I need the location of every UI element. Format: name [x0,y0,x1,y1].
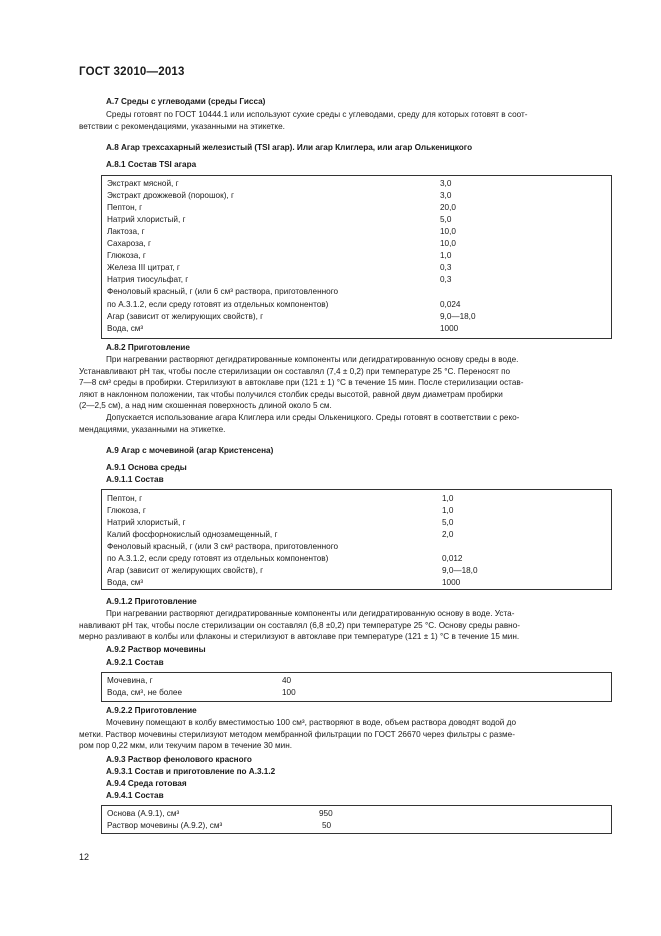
ready-medium-table [101,805,612,834]
ingredient-name: Калий фосфорнокислый однозамещенный, г [107,530,278,539]
section-a922-title: А.9.2.2 Приготовление [106,706,197,715]
ingredient-name: Агар (зависит от желирующих свойств), г [107,312,264,321]
section-a7-text [79,109,612,132]
text-line: 7—8 см³ среды в пробирки. Стерилизуют в автоклаве при (121 ± 1) °С в течение 15 мин. После стерилизации остав- [79,378,524,388]
text-line: Мочевину помещают в колбу вместимостью 100 см³, растворяют в воде, объем раствора доводят водой до [106,718,516,727]
section-a8-title: А.8 Агар трехсахарный железистый (TSI агар). Или агар Клиглера, или агар Олькеницкого [106,143,473,152]
ingredient-value: 950 [319,809,333,818]
ingredient-name: Пептон, г [107,494,143,503]
section-a921-title: А.9.2.1 Состав [106,658,164,667]
urea-solution-table [101,672,612,702]
ingredient-name: Натрия тиосульфат, г [107,275,189,284]
section-a92-title: А.9.2 Раствор мочевины [106,645,206,654]
ingredient-value: 0,012 [442,554,463,563]
ingredient-value: 0,3 [440,275,452,284]
ingredient-name: Глюкоза, г [107,506,146,515]
section-a7-title: А.7 Среды с углеводами (среды Гисса) [106,97,266,106]
ingredient-name: Экстракт дрожжевой (порошок), г [107,191,234,200]
section-a931-title: А.9.3.1 Состав и приготовление по А.3.1.2 [106,767,276,776]
ingredient-name: по А.3.1.2, если среду готовят из отдельных компонентов) [107,300,329,309]
urea-agar-base-table [101,489,612,590]
ingredient-name: Экстракт мясной, г [107,179,179,188]
ingredient-value: 0,3 [440,263,452,272]
ingredient-name: Вода, см³, не более [107,688,183,697]
ingredient-value: 40 [282,676,292,685]
tsi-agar-composition-table [101,175,612,339]
text-line: Допускается использование агара Клиглера или среды Олькеницкого. Среды готовят в соответствии с реко- [106,412,520,422]
text-line: метки. Раствор мочевины стерилизуют методом мембранной фильтрации по ГОСТ 26670 через фильтры с разме- [79,729,515,739]
ingredient-value: 20,0 [440,203,456,212]
text-line: мендациями, указанными на этикетке. [79,424,226,434]
text-line: навливают pH так, чтобы после стерилизации он составлял (6,8 ±0,2) при температуре 25 °С. Основу среды равно- [79,620,520,630]
text-line: При нагревании растворяют дегидратированные компоненты или дегидратированную основу в воде. Уста- [106,609,515,618]
ingredient-value: 50 [322,821,332,830]
text-line: Устанавливают pH так, чтобы после стерилизации он составлял (7,4 ± 0,2) при температуре 25 °С. Переносят по [79,366,511,376]
ingredient-name: Вода, см³ [107,324,144,333]
text-line: (2—2,5 см), а над ним скошенная поверхность длиной около 5 см. [79,401,332,411]
section-a912-title: А.9.1.2 Приготовление [106,597,197,606]
ingredient-value: 5,0 [442,518,454,527]
ingredient-name: Натрий хлористый, г [107,518,186,527]
ingredient-name: Вода, см³ [107,578,144,587]
ingredient-name: Феноловый красный, г (или 3 см³ раствора, приготовленного [107,542,339,551]
ingredient-name: Сахароза, г [107,239,151,248]
ingredient-name: Раствор мочевины (А.9.2), см³ [107,821,223,830]
ingredient-value: 3,0 [440,179,452,188]
ingredient-name: Мочевина, г [107,676,153,685]
ingredient-value: 3,0 [440,191,452,200]
section-a911-title: А.9.1.1 Состав [106,475,164,484]
ingredient-value: 10,0 [440,239,456,248]
ingredient-value: 1000 [442,578,461,587]
ingredient-value: 5,0 [440,215,452,224]
ingredient-value: 10,0 [440,227,456,236]
text-line: ром пор 0,22 мкм, или текучим паром в течение 30 мин. [79,741,293,751]
ingredient-value: 100 [282,688,296,697]
ingredient-value: 1,0 [440,251,452,260]
ingredient-value: 9,0—18,0 [440,312,476,321]
ingredient-name: Лактоза, г [107,227,145,236]
ingredient-name: Основа (А.9.1), см³ [107,809,180,818]
ingredient-value: 1000 [440,324,459,333]
text-line: ляют в наклонном положении, так чтобы получился столбик среды высотой, равной двум диаметрам пробирки [79,389,503,399]
ingredient-name: Глюкоза, г [107,251,146,260]
section-a82-text [79,354,612,435]
section-a9-title: А.9 Агар с мочевиной (агар Кристенсена) [106,446,274,455]
section-a82-title: А.8.2 Приготовление [106,343,190,352]
ingredient-name: по А.3.1.2, если среду готовят из отдельных компонентов) [107,554,329,563]
section-a91-title: А.9.1 Основа среды [106,463,187,472]
section-a94-title: А.9.4 Среда готовая [106,779,187,788]
section-a93-title: А.9.3 Раствор фенолового красного [106,755,252,764]
ingredient-value: 2,0 [442,530,454,539]
section-a922-text [79,717,612,752]
ingredient-value: 1,0 [442,494,454,503]
text-line: При нагревании растворяют дегидратированные компоненты или дегидратированную основу среды в воде. [106,355,519,364]
page-number: 12 [79,852,90,862]
text-line: ветствии с рекомендациями, указанными на этикетке. [79,121,285,131]
ingredient-name: Агар (зависит от желирующих свойств), г [107,566,264,575]
section-a81-title: А.8.1 Состав TSI агара [106,160,197,169]
ingredient-value: 0,024 [440,300,461,309]
section-a941-title: А.9.4.1 Состав [106,791,164,800]
ingredient-name: Железа III цитрат, г [107,263,180,272]
ingredient-value: 9,0—18,0 [442,566,478,575]
text-line: мерно разливают в колбы или флаконы и стерилизуют в автоклаве при температуре (121 ± 1) °С в течение 15 мин. [79,632,520,642]
ingredient-name: Натрий хлористый, г [107,215,186,224]
ingredient-name: Пептон, г [107,203,143,212]
ingredient-value: 1,0 [442,506,454,515]
ingredient-name: Феноловый красный, г (или 6 см³ раствора, приготовленного [107,287,339,296]
section-a912-text [79,608,612,643]
document-header: ГОСТ 32010—2013 [79,66,185,78]
text-line: Среды готовят по ГОСТ 10444.1 или используют сухие среды с углеводами, среду для которых готовят в соот- [106,110,528,119]
